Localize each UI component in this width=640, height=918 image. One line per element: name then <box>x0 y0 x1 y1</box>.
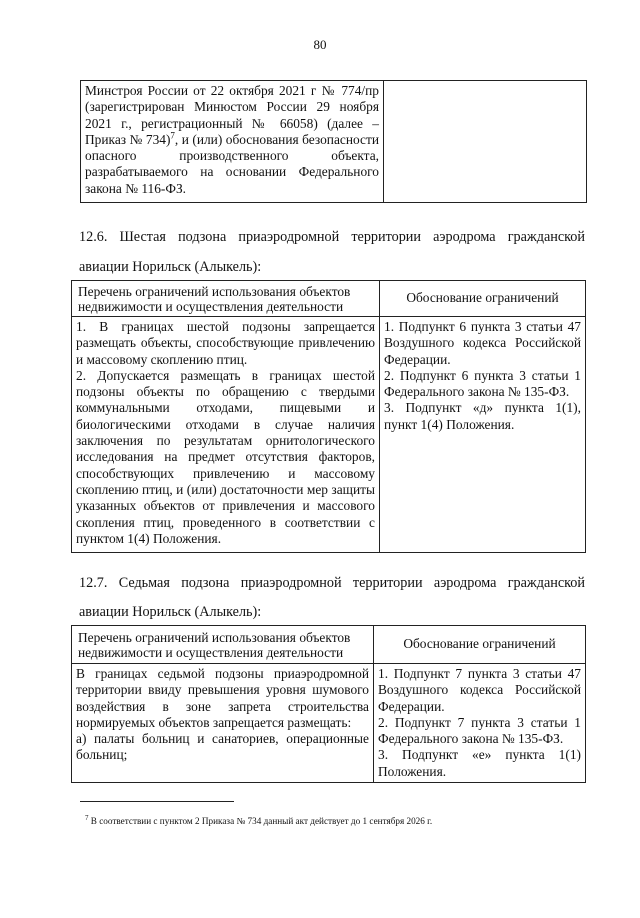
continuation-table <box>80 80 587 203</box>
section-12-7-heading: 12.7. Седьмая подзона приаэродромной территории аэродрома гражданской <box>79 575 585 591</box>
justification-cell <box>380 317 586 553</box>
justification-cell <box>374 664 586 783</box>
justification-item: 1. Подпункт 6 пункта 3 статьи 47 Воздушного кодекса Российской Федерации. <box>384 319 581 367</box>
restriction-item: а) палаты больниц и санаториев, операционные больниц; <box>76 731 369 763</box>
restriction-item: В границах седьмой подзоны приаэродромной территории ввиду превышения уровня шумового воздействия в зоне запрета строительства нормируемых объектов запрещается размещать: <box>76 666 369 730</box>
justification-item: 3. Подпункт «д» пункта 1(1), пункт 1(4) Положения. <box>384 400 581 432</box>
continuation-cell <box>81 81 384 203</box>
footnote <box>85 813 433 827</box>
section-12-7-table <box>71 625 586 783</box>
footnote-text: В соответствии с пунктом 2 Приказа № 734 данный акт действует до 1 сентября 2026 г. <box>90 816 433 826</box>
justification-item: 3. Подпункт «е» пункта 1(1) Положения. <box>378 747 581 779</box>
col1-header: Перечень ограничений использования объектов недвижимости и осуществления деятельности <box>72 281 380 317</box>
restrictions-cell <box>72 317 380 553</box>
restriction-item: 1. В границах шестой подзоны запрещается размещать объекты, способствующие привлечению и массовому скоплению птиц. <box>76 319 375 367</box>
justification-item: 2. Подпункт 7 пункта 3 статьи 1 Федерального закона № 135-ФЗ. <box>378 714 581 747</box>
col2-header: Обоснование ограничений <box>380 281 586 317</box>
col2-header: Обоснование ограничений <box>374 626 586 664</box>
col1-header: Перечень ограничений использования объектов недвижимости и осуществления деятельности <box>72 626 374 664</box>
section-12-6-table <box>71 280 586 553</box>
footnote-divider <box>80 801 234 802</box>
footnote-ref: 7 <box>170 130 175 141</box>
restrictions-cell <box>72 664 374 783</box>
footnote-marker: 7 <box>85 813 89 822</box>
justification-item: 2. Подпункт 6 пункта 3 статьи 1 Федерального закона № 135-ФЗ. <box>384 367 581 400</box>
justification-item: 1. Подпункт 7 пункта 3 статьи 47 Воздушного кодекса Российской Федерации. <box>378 666 581 714</box>
restriction-item: 2. Допускается размещать в границах шестой подзоны объекты по обращению с твердыми коммунальными отходами, пищевыми и биологическими отходами в случае наличия заключения по результатам орнитологического исследования на предмет отсутствия факторов, способствующих привлечению и массовому скоплению птиц, и (или) достаточности мер защиты указанных объектов от привлечения и массового скопления птиц, проведенного в соответствии с пунктом 1(4) Положения. <box>76 367 375 546</box>
continuation-empty-cell <box>384 81 587 203</box>
section-12-6-heading: 12.6. Шестая подзона приаэродромной территории аэродрома гражданской <box>79 229 585 245</box>
section-12-6-heading-cont: авиации Норильск (Алыкель): <box>79 259 262 275</box>
section-12-7-heading-cont: авиации Норильск (Алыкель): <box>79 604 262 620</box>
continuation-text-after: , и (или) обоснования безопасности опасного производственного объекта, разрабатываемого на основании Федерального закона № 116-ФЗ. <box>85 131 379 196</box>
continuation-text: Минстроя России от 22 октября 2021 г № 774/пр (зарегистрирован Минюстом России 29 ноября 2021 г., регистрационный № 66058) (далее – Приказ № 734) <box>85 83 379 147</box>
page-number: 80 <box>313 37 327 52</box>
